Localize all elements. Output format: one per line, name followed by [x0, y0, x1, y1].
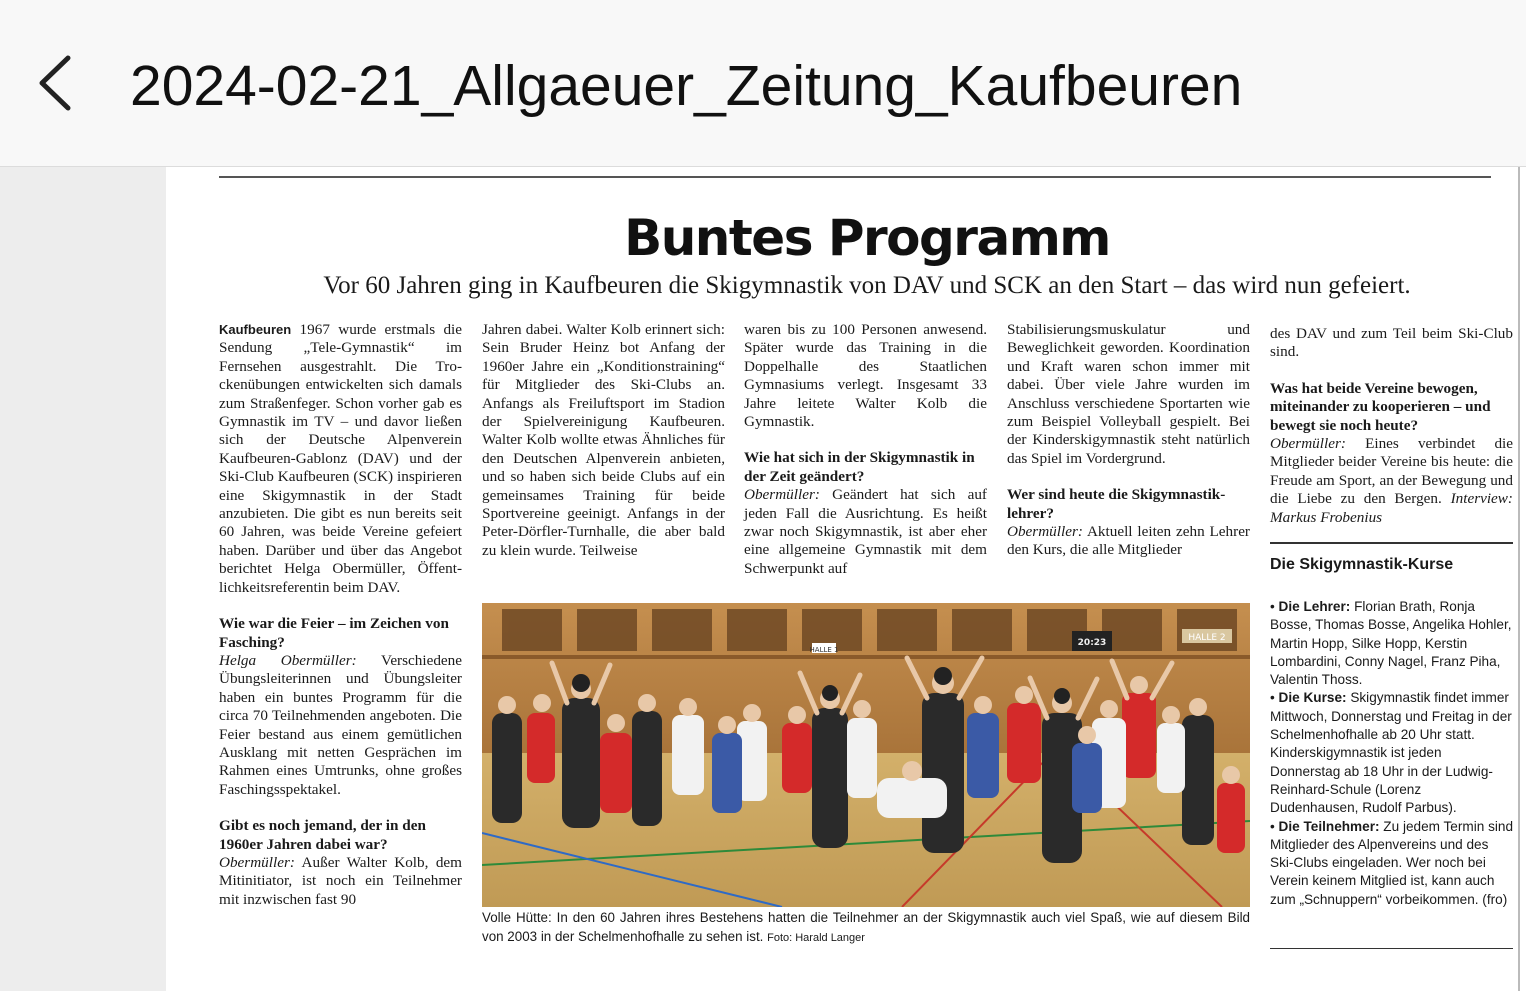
answer-3 [744, 486, 987, 578]
chevron-left-icon [28, 50, 88, 116]
interview-credit: Interview: Markus Frobenius [1270, 490, 1513, 526]
back-button[interactable] [28, 50, 88, 116]
infobox-item: • Die Lehrer: Florian Brath, Ronja Bosse, Thomas Bosse, Angelika Hohler, Martin Hopp, Silke Hopp, Kerstin Lombardini, Conny Nagel, Franz Piha, Valentin Thoss. [1270, 599, 1512, 688]
speaker: Obermüller: [1007, 523, 1083, 541]
answer-5 [1270, 435, 1513, 527]
scoreboard: 20:23 [1077, 638, 1107, 648]
answer-text: Verschiedene Übungsleiterinnen und Übungsleiter haben ein buntes Programm für die circa 70 Teilnehmenden angeboten. Die Feier bestand aus einem gemütlichen Ausklang mit netten Gesprächen im Rahmen eines Umtrunks, ohne großes Faschingsspektakel. [219, 651, 462, 798]
answer-2-continued: Jahren dabei. Walter Kolb erinnert sich: Sein Bruder Heinz bot Anfang der 1960er Jahre ein „Konditionstraining“ für Mitglieder des Ski-Clubs an. Anfangs als Freiluftsport im Stadion der Spielvereinigung Kaufbeuren. Walter Kolb wollte etwas Ähnliches für den Deutschen Alpenverein anbieten, und so haben sich beide Clubs auf ein gemeinsames Training für beide Sportvereine geeinigt. Anfangs in der Peter-Dörfler-Turnhalle, die aber bald zu klein wurde. Teilweise [482, 321, 725, 559]
article-column-4 [1007, 321, 1250, 560]
question-4: Wer sind heute die Skigymnastiklehrer? [1007, 486, 1226, 522]
speaker: Obermüller: [219, 853, 295, 871]
answer-text: Eines verbindet die Mitglieder beider Vereine bis heute: die Freude am Sport, an der Bewegung und die Liebe zu den Bergen. [1270, 435, 1513, 508]
photo-caption [482, 908, 1250, 948]
speaker: Obermüller: [1270, 435, 1346, 453]
dateline: Kaufbeuren [219, 322, 292, 337]
photo-credit: Foto: Harald Langer [767, 932, 865, 944]
answer-1 [219, 652, 462, 799]
question-5: Was hat beide Vereine bewogen, miteinander zu kooperieren – und bewegt sie noch heute? [1270, 379, 1491, 434]
intro-paragraph [219, 321, 462, 597]
answer-text: Aktuell leiten zehn Lehrer den Kurs, die alle Mitglieder [1007, 523, 1250, 559]
question-2: Gibt es noch jemand, der in den 1960er Jahren dabei war? [219, 817, 426, 853]
infobox-bottom-rule [1270, 948, 1513, 949]
speaker: Obermüller: [744, 486, 820, 504]
article-column-1 [219, 321, 462, 909]
answer-4-continued: des DAV und zum Teil beim Ski-Club sind. [1270, 325, 1513, 361]
infobox-item-label: Die Lehrer: [1278, 599, 1351, 614]
intro-text: 1967 wurde erstmals die Sendung „Tele-Gymnastik“ im Fernsehen ausgestrahlt. Die Trockenübungen entwickelten sich damals zum Straßenfeger. Schon vorher gab es Gymnastik im TV – und davor ließen sich der Deutsche Alpenverein Kaufbeuren-Gablonz (DAV) und der Ski-Club Kaufbeuren (SCK) inspirieren eine Skigymnastik in der Stadt anzubieten. Die gibt es nun bereits seit 60 Jahren, was beide Vereine gefeiert haben. Darüber und über das Angebot berichtet Helga Obermüller, Öffentlichkeitsreferentin beim DAV. [219, 321, 462, 596]
document-title: 2024-02-21_Allgaeuer_Zeitung_Kaufbeuren [130, 54, 1243, 118]
caption-text: Volle Hütte: In den 60 Jahren ihres Bestehens hatten die Teilnehmer an der Skigymnastik auch viel Spaß, wie auf diesem Bild von 2003 in der Schelmenhofhalle zu sehen ist. [482, 910, 1250, 944]
article-column-2 [482, 321, 725, 560]
page-edge-rule [1518, 167, 1520, 991]
answer-4 [1007, 523, 1250, 560]
infobox-title: Die Skigymnastik-Kurse [1270, 556, 1454, 573]
infobox-item: • Die Kurse: Skigymnastik findet immer Mittwoch, Donnerstag und Freitag in der Schelmenhofhalle ab 20 Uhr statt. Kinderskigymnastik ist jeden Donnerstag ab 18 Uhr in der Ludwig-Reinhard-Schule (Lorenz Dudenhausen, Rudolf Parbus). [1270, 690, 1512, 816]
speaker: Helga Obermüller: [219, 651, 357, 669]
answer-2-end: waren bis zu 100 Personen anwesend. Später wurde das Training in die Doppelhalle des Staatlichen Gymnasiums verlegt. Insgesamt 33 Jahre leitete Walter Kolb die Gymnastik. [744, 321, 987, 431]
hall-sign-left: HALLE 1 [809, 646, 839, 654]
newspaper-page[interactable] [166, 167, 1526, 991]
page-margin [0, 167, 166, 991]
answer-text: Außer Walter Kolb, dem Mitinitiator, ist noch ein Teilnehmer mit inzwischen fast 90 [219, 853, 462, 908]
top-rule [219, 176, 1491, 178]
top-bar [0, 0, 1526, 167]
article-photo[interactable] [482, 603, 1250, 907]
question-1: Wie war die Feier – im Zeichen von Fasching? [219, 615, 449, 651]
infobox-item-text: Florian Brath, Ronja Bosse, Thomas Bosse, Angelika Hohler, Martin Hopp, Silke Hopp, Kerstin Lombardini, Conny Nagel, Franz Piha, Valentin Thoss. [1270, 599, 1512, 688]
article-headline: Buntes Programm [624, 209, 1110, 267]
answer-text: Geändert hat sich auf jeden Fall die Ausrichtung. Es heißt zwar noch Skigymnastik, ist aber eher eine allgemeine Gymnastik mit dem Schwerpunkt auf [744, 486, 987, 577]
infobox-list [1270, 598, 1513, 909]
answer-2 [219, 854, 462, 909]
infobox-item: • Die Teilnehmer: Zu jedem Termin sind Mitglieder des Alpenvereins und des Ski-Clubs eingeladen. Wer noch bei Verein keinem Mitglied ist, kann auch zum „Schnuppern“ vorbeikommen. (fro) [1270, 818, 1514, 907]
article-subheadline: Vor 60 Jahren ging in Kaufbeuren die Skigymnastik von DAV und SCK an den Start – das wird nun gefeiert. [323, 272, 1411, 299]
infobox-item-text: Zu jedem Termin sind Mitglieder des Alpenvereins und des Ski-Clubs eingeladen. Wer noch bei Verein keinem Mitglied ist, kann auch zum „Schnuppern“ vorbeikommen. (fro) [1270, 818, 1514, 907]
article-column-5 [1270, 325, 1513, 527]
infobox-item-text: Skigymnastik findet immer Mittwoch, Donnerstag und Freitag in der Schelmenhofhalle ab 20 Uhr statt. Kinderskigymnastik ist jeden Donnerstag ab 18 Uhr in der Ludwig-Reinhard-Schule (Lorenz Dudenhausen, Rudolf Parbus). [1270, 690, 1512, 816]
infobox-item-label: Die Kurse: [1278, 690, 1347, 706]
hall-sign-right: HALLE 2 [1188, 633, 1226, 643]
question-3: Wie hat sich in der Skigymnastik in der Zeit geändert? [744, 449, 975, 485]
infobox-top-rule [1270, 542, 1513, 544]
answer-3-continued: Stabilisierungsmuskulatur und Beweglichkeit geworden. Koordination und Kraft waren schon immer mit dabei. Über viele Jahre wurden im Anschluss verschiedene Sportarten wie zum Beispiel Volleyball gespielt. Bei der Kinderskigymnastik steht natürlich das Spiel im Vordergrund. [1007, 321, 1250, 467]
infobox-item-label: Die Teilnehmer: [1278, 818, 1380, 834]
gym-group-photo [482, 603, 1250, 907]
article-column-3 [744, 321, 987, 578]
